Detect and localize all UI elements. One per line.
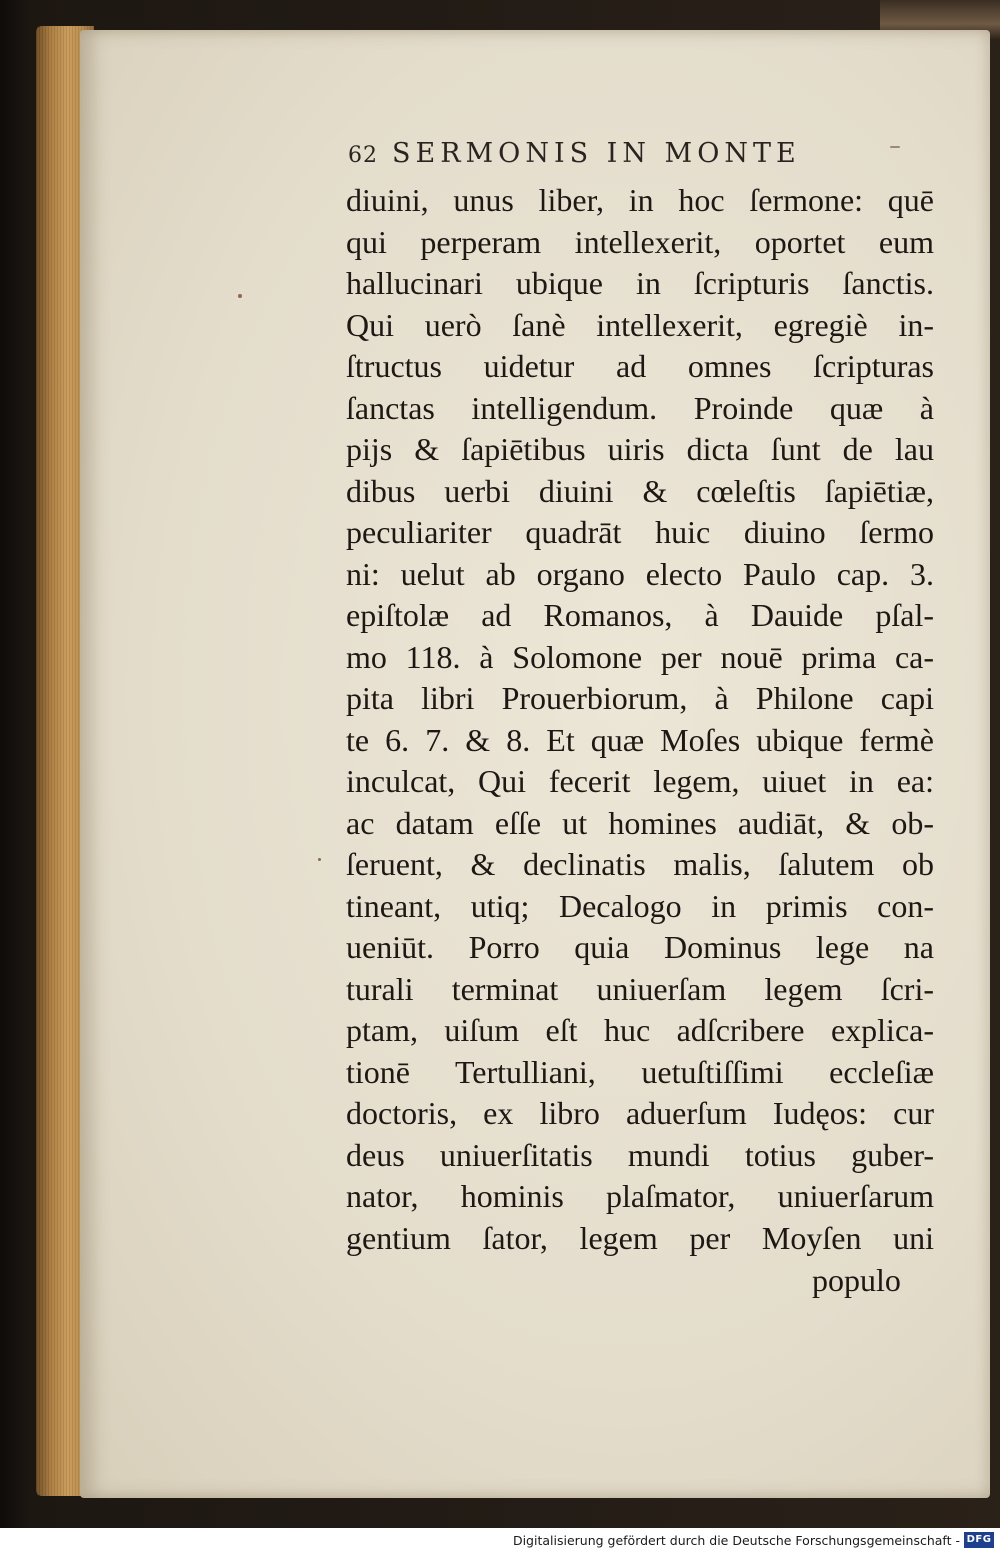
- text-line: hallucinari ubique in ſcripturis ſanctis.: [346, 265, 934, 301]
- text-line: deus uniuerſitatis mundi totius guber-: [346, 1136, 934, 1173]
- text-line: pijs & ſapiētibus uiris dicta ſunt de lau: [346, 431, 934, 467]
- ink-speck: [318, 858, 321, 861]
- text-line: inculcat, Qui fecerit legem, uiuet in ea:: [346, 763, 934, 799]
- text-line: ſanctas intelligendum. Proinde quæ à: [346, 389, 934, 426]
- text-line: dibus uerbi diuini & cœleſtis ſapiētiæ,: [346, 472, 934, 509]
- text-line: ſeruent, & declinatis malis, ſalutem ob: [346, 846, 934, 882]
- text-line: doctoris, ex libro aduerſum Iudęos: cur: [346, 1095, 934, 1131]
- text-line: ptam, uiſum eſt huc adſcribere explica-: [346, 1012, 934, 1048]
- footer-credit: Digitalisierung gefördert durch die Deutsche Forschungsgemeinschaft -: [512, 1533, 960, 1548]
- running-head: [348, 138, 888, 178]
- text-line: ueniūt. Porro quia Dominus lege na: [346, 929, 934, 965]
- text-line: turali terminat uniuerſam legem ſcri-: [346, 970, 934, 1007]
- ink-speck: [238, 294, 242, 298]
- ink-speck: [890, 146, 900, 148]
- text-line: nator, hominis plaſmator, uniuerſarum: [346, 1178, 934, 1214]
- text-line: mo 118. à Solomone per nouē prima ca-: [346, 638, 934, 675]
- dfg-logo: DFG: [964, 1532, 994, 1548]
- text-line: tineant, utiq; Decalogo in primis con-: [346, 887, 934, 924]
- page-number: 62: [348, 143, 378, 168]
- catchword: populo: [812, 1262, 901, 1298]
- body-text: [346, 180, 936, 1259]
- text-line: gentium ſator, legem per Moyſen uni: [346, 1219, 934, 1256]
- text-line: peculiariter quadrāt huic diuino ſermo: [346, 514, 934, 550]
- text-line: te 6. 7. & 8. Et quæ Moſes ubique fermè: [346, 721, 934, 758]
- text-line: pita libri Prouerbiorum, à Philone capi: [346, 680, 934, 716]
- text-line: tionē Tertulliani, uetuſtiſſimi eccleſiæ: [346, 1053, 934, 1090]
- text-line: qui perperam intellexerit, oportet eum: [346, 223, 934, 260]
- text-line: ſtructus uidetur ad omnes ſcripturas: [346, 348, 934, 384]
- running-title: SERMONIS IN MONTE: [392, 138, 801, 169]
- text-line: ac datam eſſe ut homines audiāt, & ob-: [346, 804, 934, 841]
- text-line: diuini, unus liber, in hoc ſermone: quē: [346, 182, 934, 218]
- text-line: epiſtolæ ad Romanos, à Dauide pſal-: [346, 597, 934, 633]
- text-line: ni: uelut ab organo electo Paulo cap. 3.: [346, 555, 934, 592]
- text-line: Qui uerò ſanè intellexerit, egregiè in-: [346, 306, 934, 343]
